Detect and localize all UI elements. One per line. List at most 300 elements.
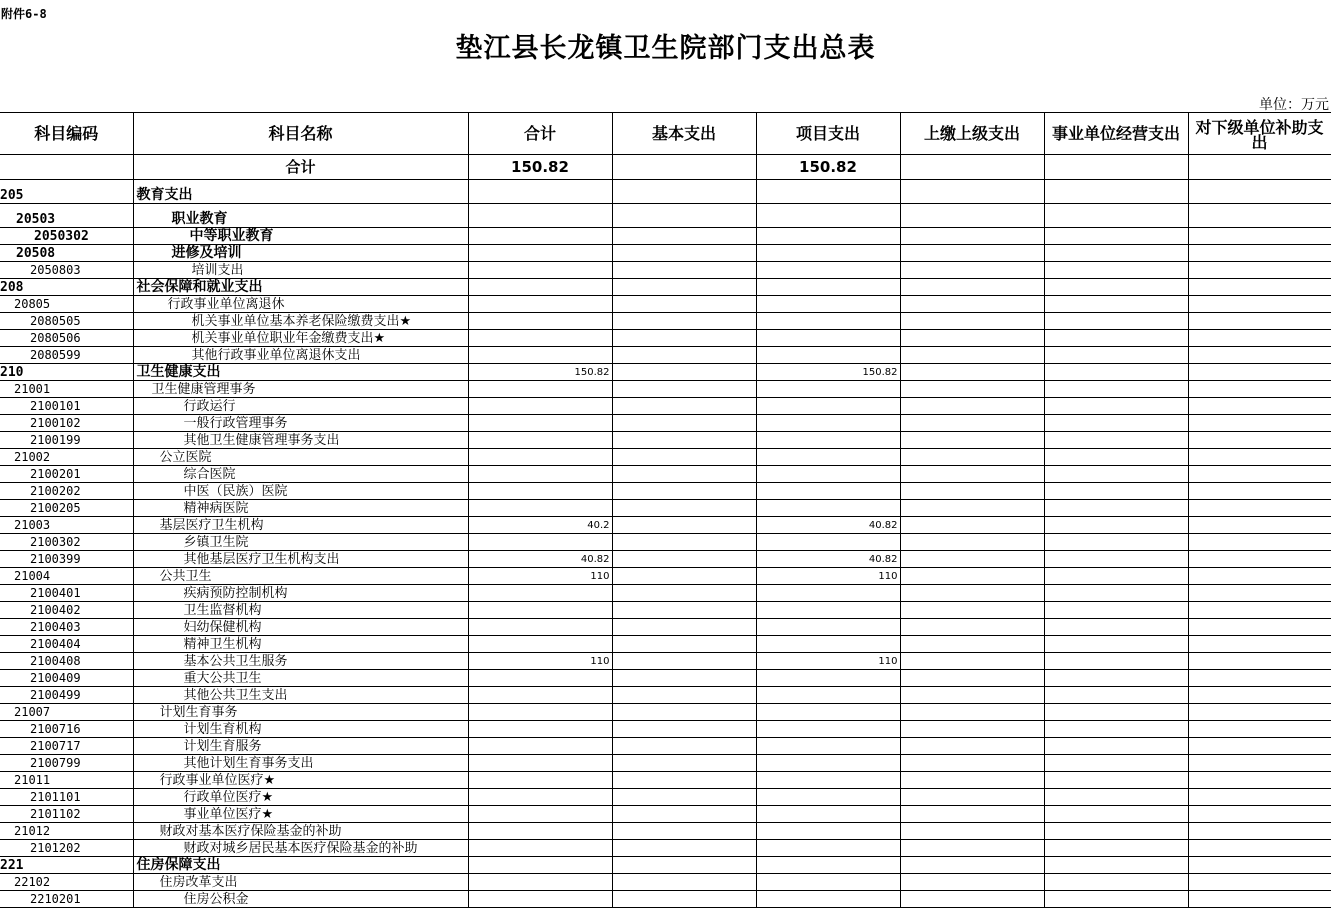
header-remit: 上缴上级支出 xyxy=(900,113,1044,155)
row-project xyxy=(756,806,900,823)
row-remit xyxy=(900,857,1044,874)
row-project xyxy=(756,483,900,500)
row-name: 其他公共卫生支出 xyxy=(133,687,468,704)
row-code: 2101101 xyxy=(0,789,133,806)
table-row xyxy=(0,279,1331,296)
row-business xyxy=(1044,228,1188,245)
row-total: 110 xyxy=(468,568,612,585)
row-name: 社会保障和就业支出 xyxy=(133,279,468,296)
row-code: 2100202 xyxy=(0,483,133,500)
row-subsidy xyxy=(1188,279,1331,296)
row-remit xyxy=(900,789,1044,806)
row-total xyxy=(468,466,612,483)
row-code: 205 xyxy=(0,180,133,204)
row-subsidy xyxy=(1188,857,1331,874)
row-business xyxy=(1044,619,1188,636)
row-business xyxy=(1044,279,1188,296)
row-basic xyxy=(612,619,756,636)
row-total xyxy=(468,823,612,840)
row-basic xyxy=(612,670,756,687)
table-row xyxy=(0,823,1331,840)
row-project xyxy=(756,602,900,619)
row-project xyxy=(756,204,900,228)
table-row xyxy=(0,568,1331,585)
row-business xyxy=(1044,517,1188,534)
row-remit xyxy=(900,313,1044,330)
table-row xyxy=(0,840,1331,857)
row-project xyxy=(756,721,900,738)
row-name: 公共卫生 xyxy=(133,568,468,585)
row-business xyxy=(1044,313,1188,330)
row-subsidy xyxy=(1188,891,1331,908)
table-row xyxy=(0,619,1331,636)
row-subsidy xyxy=(1188,245,1331,262)
row-business xyxy=(1044,806,1188,823)
table-row xyxy=(0,585,1331,602)
row-subsidy xyxy=(1188,517,1331,534)
row-code: 2100717 xyxy=(0,738,133,755)
header-subsidy: 对下级单位补助支出 xyxy=(1188,113,1331,155)
table-row xyxy=(0,874,1331,891)
row-basic xyxy=(612,534,756,551)
row-total xyxy=(468,670,612,687)
row-total xyxy=(468,449,612,466)
row-subsidy xyxy=(1188,602,1331,619)
header-row xyxy=(0,113,1331,155)
row-code: 2100199 xyxy=(0,432,133,449)
row-remit xyxy=(900,296,1044,313)
header-business: 事业单位经营支出 xyxy=(1044,113,1188,155)
row-name: 财政对基本医疗保险基金的补助 xyxy=(133,823,468,840)
page-title: 垫江县长龙镇卫生院部门支出总表 xyxy=(455,33,876,64)
row-name: 其他卫生健康管理事务支出 xyxy=(133,432,468,449)
row-project xyxy=(756,687,900,704)
row-business xyxy=(1044,687,1188,704)
row-remit xyxy=(900,449,1044,466)
row-subsidy xyxy=(1188,823,1331,840)
row-code: 2210201 xyxy=(0,891,133,908)
row-remit xyxy=(900,415,1044,432)
row-project xyxy=(756,313,900,330)
row-business xyxy=(1044,721,1188,738)
row-remit xyxy=(900,534,1044,551)
row-code: 22102 xyxy=(0,874,133,891)
row-basic xyxy=(612,279,756,296)
row-subsidy xyxy=(1188,313,1331,330)
row-basic xyxy=(612,721,756,738)
row-project xyxy=(756,772,900,789)
row-total xyxy=(468,534,612,551)
row-project xyxy=(756,500,900,517)
row-name: 公立医院 xyxy=(133,449,468,466)
row-subsidy xyxy=(1188,585,1331,602)
total-code xyxy=(0,155,133,180)
row-basic xyxy=(612,432,756,449)
row-basic xyxy=(612,568,756,585)
row-project: 110 xyxy=(756,653,900,670)
table-row xyxy=(0,704,1331,721)
row-code: 2050302 xyxy=(0,228,133,245)
row-subsidy xyxy=(1188,806,1331,823)
row-name: 综合医院 xyxy=(133,466,468,483)
row-name: 一般行政管理事务 xyxy=(133,415,468,432)
row-code: 2100205 xyxy=(0,500,133,517)
row-name: 计划生育事务 xyxy=(133,704,468,721)
header-project: 项目支出 xyxy=(756,113,900,155)
row-remit xyxy=(900,670,1044,687)
row-project xyxy=(756,466,900,483)
row-total xyxy=(468,840,612,857)
row-name: 教育支出 xyxy=(133,180,468,204)
row-total xyxy=(468,500,612,517)
row-project xyxy=(756,670,900,687)
row-total xyxy=(468,228,612,245)
row-name: 精神卫生机构 xyxy=(133,636,468,653)
row-basic xyxy=(612,585,756,602)
row-subsidy xyxy=(1188,551,1331,568)
row-total xyxy=(468,619,612,636)
row-name: 精神病医院 xyxy=(133,500,468,517)
row-name: 基本公共卫生服务 xyxy=(133,653,468,670)
row-business xyxy=(1044,874,1188,891)
row-subsidy xyxy=(1188,296,1331,313)
row-name: 机关事业单位基本养老保险缴费支出★ xyxy=(133,313,468,330)
row-subsidy xyxy=(1188,772,1331,789)
row-name: 重大公共卫生 xyxy=(133,670,468,687)
row-remit xyxy=(900,619,1044,636)
row-project xyxy=(756,279,900,296)
row-project xyxy=(756,636,900,653)
row-total xyxy=(468,432,612,449)
row-name: 行政运行 xyxy=(133,398,468,415)
row-business xyxy=(1044,364,1188,381)
table-row xyxy=(0,180,1331,204)
row-name: 中等职业教育 xyxy=(133,228,468,245)
row-project: 40.82 xyxy=(756,551,900,568)
row-project xyxy=(756,415,900,432)
row-total xyxy=(468,687,612,704)
row-project xyxy=(756,891,900,908)
row-total xyxy=(468,313,612,330)
row-project xyxy=(756,245,900,262)
row-name: 乡镇卫生院 xyxy=(133,534,468,551)
row-subsidy xyxy=(1188,483,1331,500)
row-remit xyxy=(900,204,1044,228)
row-code: 2050803 xyxy=(0,262,133,279)
row-remit xyxy=(900,687,1044,704)
row-remit xyxy=(900,262,1044,279)
row-name: 财政对城乡居民基本医疗保险基金的补助 xyxy=(133,840,468,857)
row-subsidy xyxy=(1188,568,1331,585)
row-code: 2080599 xyxy=(0,347,133,364)
row-total xyxy=(468,415,612,432)
row-basic xyxy=(612,823,756,840)
row-total xyxy=(468,347,612,364)
row-project xyxy=(756,228,900,245)
row-subsidy xyxy=(1188,466,1331,483)
row-code: 221 xyxy=(0,857,133,874)
table-row xyxy=(0,857,1331,874)
row-remit xyxy=(900,517,1044,534)
row-code: 2100799 xyxy=(0,755,133,772)
row-code: 2100499 xyxy=(0,687,133,704)
row-name: 基层医疗卫生机构 xyxy=(133,517,468,534)
table-row xyxy=(0,296,1331,313)
row-business xyxy=(1044,891,1188,908)
row-subsidy xyxy=(1188,653,1331,670)
total-total: 150.82 xyxy=(468,155,612,180)
table-row xyxy=(0,466,1331,483)
row-project xyxy=(756,823,900,840)
table-row xyxy=(0,653,1331,670)
row-basic xyxy=(612,245,756,262)
table-row xyxy=(0,381,1331,398)
table-row xyxy=(0,687,1331,704)
table-row xyxy=(0,500,1331,517)
row-basic xyxy=(612,228,756,245)
table-row xyxy=(0,755,1331,772)
table-row xyxy=(0,449,1331,466)
total-business xyxy=(1044,155,1188,180)
row-business xyxy=(1044,534,1188,551)
row-subsidy xyxy=(1188,670,1331,687)
row-business xyxy=(1044,585,1188,602)
row-basic xyxy=(612,415,756,432)
expenditure-table xyxy=(0,112,1331,908)
row-remit xyxy=(900,466,1044,483)
row-code: 20805 xyxy=(0,296,133,313)
row-business xyxy=(1044,500,1188,517)
row-remit xyxy=(900,602,1044,619)
row-subsidy xyxy=(1188,347,1331,364)
row-remit xyxy=(900,330,1044,347)
row-business xyxy=(1044,789,1188,806)
row-project xyxy=(756,449,900,466)
header-code: 科目编码 xyxy=(0,113,133,155)
row-total xyxy=(468,891,612,908)
row-remit xyxy=(900,483,1044,500)
row-name: 住房保障支出 xyxy=(133,857,468,874)
row-business xyxy=(1044,551,1188,568)
row-total xyxy=(468,874,612,891)
row-project xyxy=(756,857,900,874)
table-row xyxy=(0,670,1331,687)
table-row xyxy=(0,891,1331,908)
row-basic xyxy=(612,806,756,823)
row-remit xyxy=(900,636,1044,653)
row-total xyxy=(468,262,612,279)
attachment-label: 附件6-8 xyxy=(1,7,47,21)
row-project xyxy=(756,738,900,755)
row-code: 20503 xyxy=(0,204,133,228)
row-basic xyxy=(612,857,756,874)
row-name: 其他计划生育事务支出 xyxy=(133,755,468,772)
row-code: 20508 xyxy=(0,245,133,262)
row-code: 2100302 xyxy=(0,534,133,551)
row-total: 40.82 xyxy=(468,551,612,568)
row-name: 行政事业单位离退休 xyxy=(133,296,468,313)
row-business xyxy=(1044,704,1188,721)
row-business xyxy=(1044,347,1188,364)
row-name: 职业教育 xyxy=(133,204,468,228)
row-project xyxy=(756,381,900,398)
table-row xyxy=(0,245,1331,262)
row-project xyxy=(756,704,900,721)
row-basic xyxy=(612,483,756,500)
row-total xyxy=(468,245,612,262)
row-total xyxy=(468,789,612,806)
row-business xyxy=(1044,245,1188,262)
row-business xyxy=(1044,738,1188,755)
row-subsidy xyxy=(1188,500,1331,517)
total-basic xyxy=(612,155,756,180)
row-name: 机关事业单位职业年金缴费支出★ xyxy=(133,330,468,347)
row-total xyxy=(468,636,612,653)
row-basic xyxy=(612,449,756,466)
row-business xyxy=(1044,840,1188,857)
row-name: 计划生育机构 xyxy=(133,721,468,738)
row-name: 卫生监督机构 xyxy=(133,602,468,619)
row-subsidy xyxy=(1188,381,1331,398)
row-basic xyxy=(612,789,756,806)
row-project xyxy=(756,585,900,602)
row-basic xyxy=(612,772,756,789)
row-name: 疾病预防控制机构 xyxy=(133,585,468,602)
table-row xyxy=(0,364,1331,381)
row-remit xyxy=(900,874,1044,891)
table-row xyxy=(0,204,1331,228)
header-name: 科目名称 xyxy=(133,113,468,155)
row-subsidy xyxy=(1188,180,1331,204)
row-project xyxy=(756,347,900,364)
row-basic xyxy=(612,704,756,721)
row-name: 中医（民族）医院 xyxy=(133,483,468,500)
row-total xyxy=(468,483,612,500)
row-name: 住房公积金 xyxy=(133,891,468,908)
row-total xyxy=(468,806,612,823)
row-total xyxy=(468,721,612,738)
row-project xyxy=(756,619,900,636)
row-code: 21004 xyxy=(0,568,133,585)
row-total: 150.82 xyxy=(468,364,612,381)
total-remit xyxy=(900,155,1044,180)
table-row xyxy=(0,602,1331,619)
row-total xyxy=(468,279,612,296)
row-business xyxy=(1044,466,1188,483)
row-project xyxy=(756,180,900,204)
row-business xyxy=(1044,636,1188,653)
row-name: 卫生健康管理事务 xyxy=(133,381,468,398)
unit-label: 单位：万元 xyxy=(1259,97,1329,113)
table-row xyxy=(0,330,1331,347)
row-subsidy xyxy=(1188,204,1331,228)
row-project xyxy=(756,534,900,551)
row-project xyxy=(756,789,900,806)
row-subsidy xyxy=(1188,415,1331,432)
total-project: 150.82 xyxy=(756,155,900,180)
row-basic xyxy=(612,755,756,772)
row-basic xyxy=(612,364,756,381)
row-business xyxy=(1044,755,1188,772)
row-basic xyxy=(612,891,756,908)
row-code: 2100404 xyxy=(0,636,133,653)
row-name: 住房改革支出 xyxy=(133,874,468,891)
row-code: 2101202 xyxy=(0,840,133,857)
row-total xyxy=(468,204,612,228)
row-code: 21001 xyxy=(0,381,133,398)
row-business xyxy=(1044,204,1188,228)
row-basic xyxy=(612,313,756,330)
row-basic xyxy=(612,466,756,483)
row-remit xyxy=(900,180,1044,204)
row-basic xyxy=(612,636,756,653)
row-remit xyxy=(900,381,1044,398)
row-business xyxy=(1044,432,1188,449)
row-total xyxy=(468,398,612,415)
row-remit xyxy=(900,823,1044,840)
row-remit xyxy=(900,568,1044,585)
row-remit xyxy=(900,364,1044,381)
row-subsidy xyxy=(1188,704,1331,721)
row-total xyxy=(468,330,612,347)
row-remit xyxy=(900,738,1044,755)
row-code: 210 xyxy=(0,364,133,381)
row-business xyxy=(1044,415,1188,432)
row-project xyxy=(756,432,900,449)
row-business xyxy=(1044,602,1188,619)
header-total: 合计 xyxy=(468,113,612,155)
row-code: 21012 xyxy=(0,823,133,840)
row-basic xyxy=(612,840,756,857)
row-total xyxy=(468,296,612,313)
row-basic xyxy=(612,738,756,755)
row-subsidy xyxy=(1188,534,1331,551)
row-subsidy xyxy=(1188,840,1331,857)
row-total xyxy=(468,180,612,204)
row-total xyxy=(468,772,612,789)
row-total xyxy=(468,602,612,619)
row-name: 行政单位医疗★ xyxy=(133,789,468,806)
row-project xyxy=(756,755,900,772)
row-basic xyxy=(612,687,756,704)
row-basic xyxy=(612,551,756,568)
row-business xyxy=(1044,262,1188,279)
row-code: 2100401 xyxy=(0,585,133,602)
table-row xyxy=(0,721,1331,738)
row-subsidy xyxy=(1188,619,1331,636)
row-business xyxy=(1044,857,1188,874)
row-code: 2100201 xyxy=(0,466,133,483)
table-row xyxy=(0,262,1331,279)
row-code: 2100399 xyxy=(0,551,133,568)
row-business xyxy=(1044,449,1188,466)
row-total xyxy=(468,585,612,602)
row-subsidy xyxy=(1188,449,1331,466)
row-business xyxy=(1044,381,1188,398)
row-business xyxy=(1044,670,1188,687)
row-basic xyxy=(612,653,756,670)
row-remit xyxy=(900,228,1044,245)
row-name: 其他基层医疗卫生机构支出 xyxy=(133,551,468,568)
row-basic xyxy=(612,517,756,534)
row-code: 2100101 xyxy=(0,398,133,415)
row-subsidy xyxy=(1188,789,1331,806)
row-name: 妇幼保健机构 xyxy=(133,619,468,636)
table-row xyxy=(0,772,1331,789)
row-basic xyxy=(612,262,756,279)
row-project xyxy=(756,398,900,415)
row-total: 40.2 xyxy=(468,517,612,534)
